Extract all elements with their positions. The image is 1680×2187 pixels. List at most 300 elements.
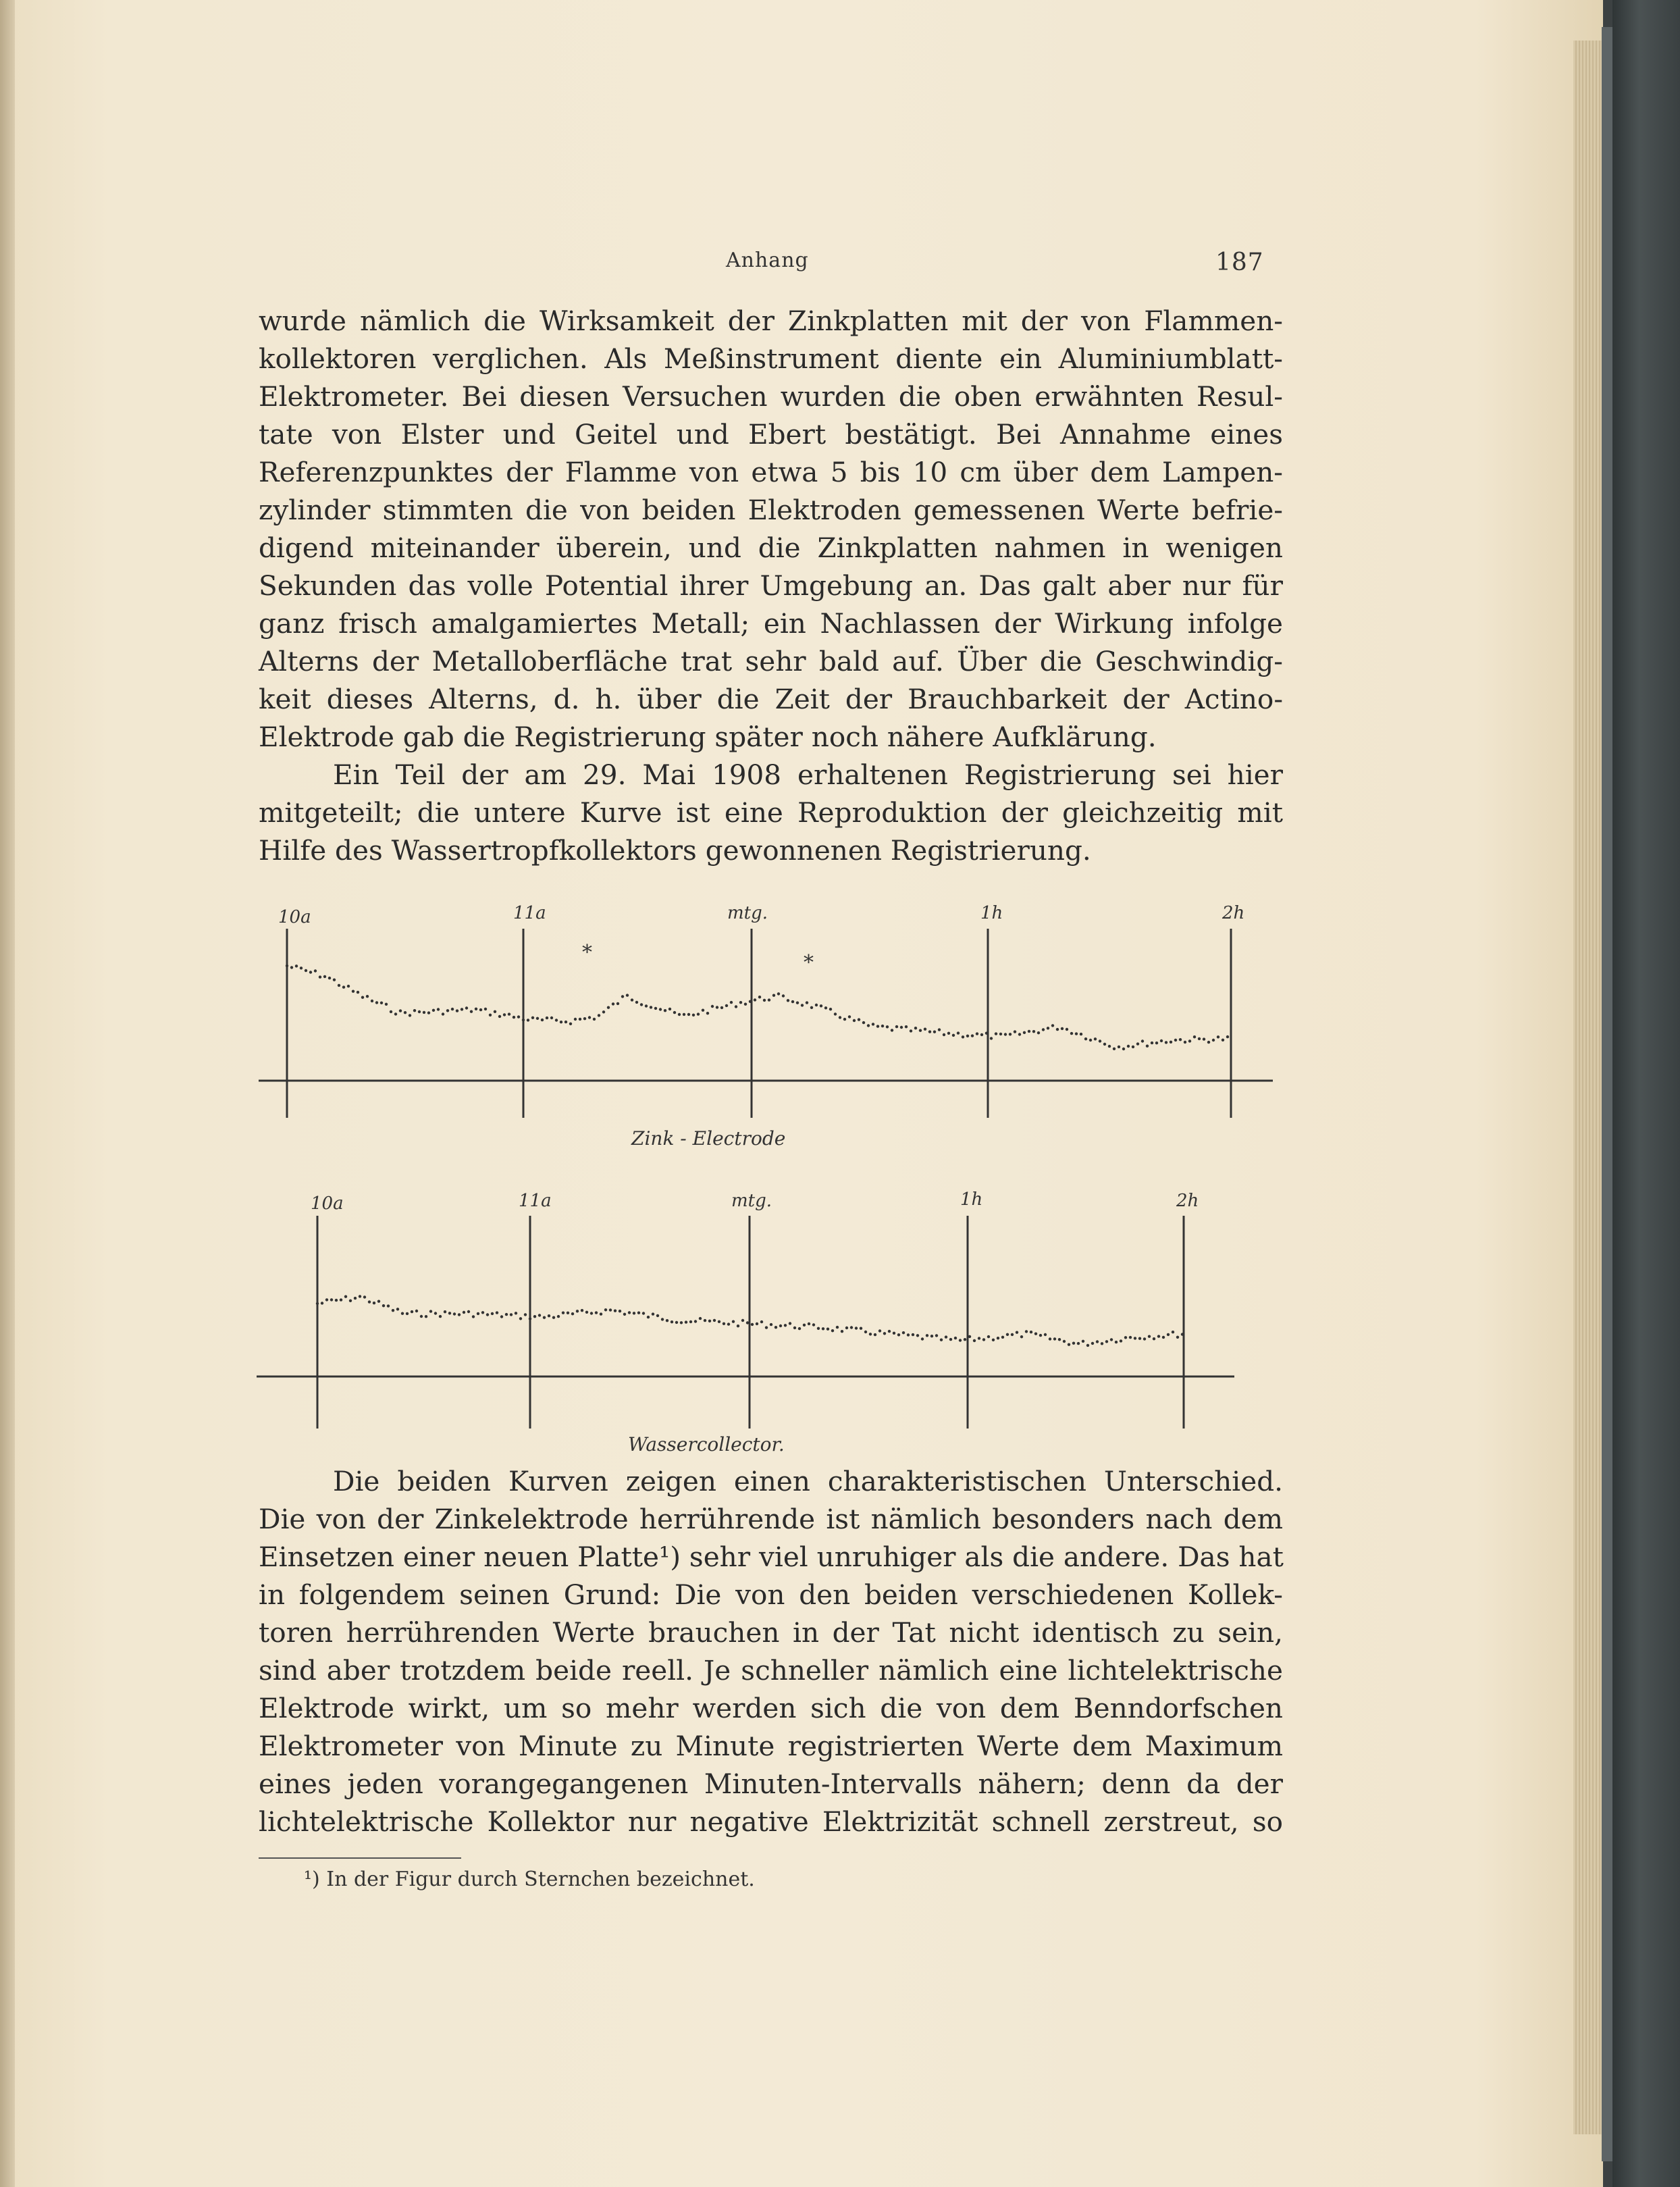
text-line: Sekunden das volle Potential ihrer Umgebung an. Das galt aber nur für [259, 569, 1283, 602]
trace-dot [560, 1021, 562, 1023]
text-line: Ein Teil der am 29. Mai 1908 erhaltenen Registrierung sei hier [333, 758, 1283, 791]
trace-dot [820, 1004, 822, 1007]
trace-dot [711, 1005, 714, 1008]
trace-dot [699, 1317, 702, 1320]
trace-dot [604, 1308, 607, 1311]
trace-dot [406, 1312, 409, 1315]
page-number: 187 [1215, 249, 1264, 276]
trace-dot [834, 1012, 837, 1015]
trace-dot [841, 1330, 843, 1333]
trace-dot [725, 1004, 728, 1007]
trace-dot [839, 1016, 841, 1019]
trace-dot [498, 1015, 501, 1018]
trace-dot [883, 1332, 886, 1335]
trace-dot [772, 994, 775, 997]
trace-dot [661, 1318, 664, 1320]
trace-dot [1061, 1027, 1064, 1030]
trace-dot [787, 999, 789, 1002]
trace-dot [401, 1312, 404, 1315]
trace-dot [411, 1310, 413, 1313]
trace-dot [439, 1315, 442, 1318]
trace-dot [432, 1009, 435, 1012]
trace-dot [616, 1002, 619, 1005]
trace-dot [444, 1310, 446, 1313]
trace-dot [1034, 1333, 1037, 1335]
time-label: 11a [513, 903, 546, 923]
trace-dot [1179, 1038, 1182, 1041]
footnote-rule [259, 1857, 461, 1859]
trace-dot [812, 1323, 815, 1326]
trace-dot [758, 996, 761, 998]
footnote: ¹) In der Figur durch Sternchen bezeichnet. [304, 1868, 755, 1891]
trace-dot [1141, 1039, 1144, 1042]
trace-dot [1089, 1039, 1092, 1041]
trace-dot [585, 1311, 588, 1314]
trace-dot [1136, 1042, 1139, 1045]
trace-dot [290, 966, 293, 969]
trace-dot [1009, 1033, 1012, 1035]
trace-dot [905, 1025, 908, 1028]
trace-dot [1129, 1336, 1132, 1339]
trace-dot [777, 992, 780, 995]
trace-dot [1138, 1337, 1141, 1340]
trace-dot [1113, 1048, 1115, 1050]
trace-dot [344, 1295, 347, 1298]
trace-dot [680, 1321, 683, 1324]
trace-dot [999, 1033, 1002, 1035]
trace-dot [938, 1028, 941, 1031]
text-line: Elektrode wirkt, um so mehr werden sich die von dem Benndorfschen [259, 1692, 1283, 1724]
trace-dot [895, 1025, 898, 1028]
trace-dot [962, 1035, 964, 1038]
trace-dot [1122, 1048, 1125, 1050]
trace-dot [829, 1008, 832, 1010]
trace-dot [574, 1018, 577, 1021]
trace-dot [858, 1018, 860, 1021]
trace-dot [1162, 1336, 1165, 1339]
trace-dot [1058, 1338, 1061, 1341]
trace-dot [878, 1329, 881, 1332]
trace-dot [659, 1008, 662, 1010]
trace-dot [737, 1324, 739, 1327]
trace-dot [477, 1312, 479, 1315]
trace-dot [600, 1312, 602, 1315]
trace-dot [500, 1315, 503, 1318]
text-line: Die beiden Kurven zeigen einen charakteristischen Unterschied. [333, 1465, 1283, 1497]
trace-dot [371, 1000, 373, 1002]
trace-dot [708, 1320, 711, 1322]
registration-figure [0, 878, 1573, 1486]
trace-dot [770, 1323, 772, 1326]
trace-dot [1143, 1337, 1146, 1340]
trace-dot [1165, 1041, 1167, 1044]
trace-dot [505, 1313, 508, 1316]
text-line: toren herrührenden Werte brauchen in der Tat nicht identisch zu sein, [259, 1616, 1283, 1649]
trace-dot [513, 1016, 515, 1019]
time-label: 1h [960, 1189, 983, 1210]
trace-dot [671, 1320, 673, 1323]
trace-dot [581, 1309, 583, 1312]
trace-dot [902, 1331, 905, 1334]
trace-dot [1072, 1342, 1075, 1345]
text-line: eines jeden vorangegangenen Minuten-Intervalls nähern; denn da der [259, 1768, 1283, 1800]
trace-dot [1105, 1340, 1108, 1343]
trace-dot [697, 1012, 700, 1015]
trace-dot [368, 1300, 371, 1303]
text-line: zylinder stimmten die von beiden Elektroden gemessenen Werte befrie- [259, 494, 1283, 526]
text-line: Elektrometer von Minute zu Minute registrierten Werte dem Maximum [259, 1730, 1283, 1762]
trace-dot [425, 1315, 427, 1318]
trace-dot [1096, 1340, 1099, 1343]
zinc-electrode-dots [286, 964, 1229, 1051]
trace-dot [666, 1319, 668, 1322]
trace-dot [524, 1313, 527, 1316]
trace-dot [900, 1026, 903, 1029]
trace-dot [997, 1337, 999, 1339]
trace-dot [943, 1033, 945, 1036]
trace-dot [1020, 1335, 1023, 1338]
text-line: mitgeteilt; die untere Kurve ist eine Reproduktion der gleichzeitig mit [259, 796, 1283, 829]
trace-dot [1080, 1033, 1082, 1035]
text-line: in folgendem seinen Grund: Die von den beiden verschiedenen Kollek- [259, 1578, 1283, 1611]
trace-dot [921, 1337, 924, 1340]
trace-dot [806, 1001, 808, 1004]
water-collector-curve-panel [257, 1189, 1234, 1456]
trace-dot [1014, 1030, 1016, 1033]
star-marker: * [582, 941, 592, 964]
time-label: 1h [980, 903, 1003, 923]
trace-dot [1172, 1331, 1174, 1333]
trace-dot [732, 1320, 735, 1323]
trace-dot [831, 1329, 834, 1332]
trace-dot [472, 1315, 475, 1318]
trace-dot [602, 1010, 605, 1013]
trace-dot [609, 1308, 612, 1311]
text-line: wurde nämlich die Wirksamkeit der Zinkplatten mit der von Flammen- [259, 305, 1283, 337]
trace-dot [803, 1324, 806, 1327]
trace-dot [723, 1322, 725, 1325]
trace-dot [541, 1019, 544, 1021]
trace-dot [702, 1009, 704, 1012]
time-label: 10a [278, 907, 311, 927]
trace-dot [418, 1010, 421, 1013]
trace-dot [640, 1003, 643, 1006]
trace-dot [754, 998, 756, 1001]
trace-dot [1037, 1031, 1040, 1034]
trace-dot [930, 1335, 933, 1337]
trace-dot [763, 999, 766, 1002]
trace-dot [796, 1002, 799, 1004]
trace-dot [1212, 1039, 1215, 1041]
trace-dot [756, 1322, 758, 1325]
trace-dot [692, 1014, 695, 1017]
trace-dot [1101, 1342, 1103, 1345]
text-line: Die von der Zinkelektrode herrührende ist nämlich besonders nach dem [259, 1503, 1283, 1535]
trace-dot [557, 1315, 560, 1318]
trace-dot [510, 1313, 513, 1316]
trace-dot [789, 1322, 791, 1324]
trace-dot [423, 1011, 425, 1014]
trace-dot [328, 977, 331, 979]
trace-dot [399, 1009, 402, 1012]
trace-dot [1023, 1031, 1026, 1034]
time-label: 11a [519, 1191, 552, 1211]
trace-dot [486, 1313, 489, 1316]
trace-dot [533, 1315, 536, 1318]
trace-dot [815, 1004, 818, 1006]
text-line: lichtelektrische Kollektor nur negative Elektrizität schnell zerstreut, so [259, 1805, 1283, 1838]
trace-dot [453, 1312, 456, 1315]
trace-dot [845, 1327, 848, 1329]
trace-dot [926, 1334, 928, 1337]
trace-dot [843, 1018, 846, 1021]
trace-dot [467, 1310, 470, 1313]
trace-dot [664, 1009, 666, 1012]
trace-dot [1181, 1333, 1184, 1335]
trace-dot [519, 1317, 522, 1320]
trace-dot [964, 1338, 966, 1341]
trace-dot [881, 1025, 884, 1027]
trace-dot [1127, 1045, 1130, 1048]
trace-dot [1103, 1043, 1106, 1046]
text-line: Referenzpunktes der Flamme von etwa 5 bis 10 cm über dem Lampen- [259, 456, 1283, 488]
trace-dot [1094, 1037, 1097, 1040]
trace-dot [782, 994, 785, 997]
trace-dot [333, 979, 336, 981]
trace-dot [637, 1312, 640, 1314]
trace-dot [1146, 1045, 1149, 1048]
text-line: Hilfe des Wassertropfkollektors gewonnenen Registrierung. [259, 834, 1091, 867]
trace-dot [872, 1023, 874, 1025]
paragraph-3 [259, 1462, 1283, 1841]
trace-dot [654, 1007, 657, 1010]
trace-dot [538, 1314, 541, 1316]
trace-dot [543, 1316, 546, 1319]
trace-dot [392, 1309, 394, 1312]
zinc-electrode-curve-panel [259, 903, 1273, 1150]
trace-dot [973, 1339, 976, 1342]
trace-dot [694, 1320, 697, 1322]
trace-dot [685, 1320, 687, 1323]
trace-dot [314, 969, 317, 972]
trace-dot [363, 1295, 366, 1298]
trace-dot [562, 1312, 565, 1314]
trace-dot [316, 1302, 319, 1305]
trace-dot [683, 1013, 685, 1016]
trace-dot [990, 1037, 993, 1039]
trace-dot [978, 1337, 980, 1339]
trace-dot [323, 975, 326, 978]
trace-dot [623, 1313, 626, 1316]
trace-dot [1193, 1035, 1196, 1038]
trace-dot [1124, 1336, 1127, 1339]
star-marker: * [804, 951, 814, 975]
trace-dot [720, 1006, 723, 1009]
trace-dot [1170, 1041, 1172, 1044]
trace-dot [569, 1023, 572, 1025]
trace-dot [571, 1312, 574, 1315]
trace-dot [933, 1031, 936, 1033]
time-label: 10a [311, 1193, 344, 1214]
trace-dot [1001, 1336, 1004, 1339]
trace-dot [995, 1032, 997, 1035]
trace-dot [673, 1011, 676, 1014]
trace-dot [1110, 1338, 1113, 1341]
trace-dot [517, 1015, 520, 1018]
trace-dot [940, 1339, 943, 1341]
trace-dot [489, 1014, 492, 1017]
trace-dot [409, 1014, 411, 1017]
bottom-curve-caption: Wassercollector. [628, 1433, 785, 1456]
trace-dot [1066, 1028, 1068, 1031]
trace-dot [1049, 1337, 1051, 1340]
trace-dot [475, 1008, 477, 1010]
trace-dot [614, 1310, 616, 1312]
trace-dot [458, 1313, 461, 1316]
trace-dot [1077, 1342, 1080, 1345]
trace-dot [744, 1003, 747, 1006]
trace-dot [987, 1335, 990, 1338]
trace-dot [621, 995, 624, 998]
trace-dot [565, 1021, 567, 1023]
trace-dot [330, 1298, 333, 1301]
trace-dot [338, 984, 340, 987]
trace-dot [869, 1333, 872, 1335]
trace-dot [494, 1010, 496, 1013]
trace-dot [555, 1019, 558, 1021]
trace-dot [1039, 1334, 1042, 1337]
trace-dot [496, 1311, 498, 1314]
trace-dot [860, 1327, 862, 1330]
trace-dot [1108, 1045, 1111, 1048]
trace-dot [529, 1317, 531, 1320]
trace-dot [888, 1330, 891, 1333]
trace-dot [687, 1013, 690, 1016]
trace-dot [491, 1312, 494, 1315]
trace-dot [656, 1314, 659, 1317]
trace-dot [1174, 1039, 1177, 1041]
trace-dot [862, 1021, 865, 1024]
text-line: Elektrode gab die Registrierung später noch nähere Aufklärung. [259, 721, 1157, 753]
trace-dot [377, 1300, 380, 1303]
trace-dot [484, 1008, 487, 1010]
trace-dot [361, 996, 364, 999]
trace-dot [1044, 1333, 1047, 1336]
trace-dot [550, 1017, 553, 1019]
text-line: kollektoren verglichen. Als Meßinstrument diente ein Aluminiumblatt- [259, 342, 1283, 375]
trace-dot [420, 1315, 423, 1318]
trace-dot [1018, 1033, 1021, 1035]
trace-dot [746, 1321, 749, 1324]
trace-dot [1134, 1337, 1136, 1339]
trace-dot [598, 1014, 600, 1017]
trace-dot [689, 1320, 692, 1323]
trace-dot [957, 1031, 960, 1034]
trace-dot [817, 1327, 820, 1330]
trace-dot [824, 1006, 827, 1009]
trace-dot [1011, 1333, 1014, 1336]
trace-dot [912, 1333, 914, 1336]
trace-dot [451, 1008, 454, 1010]
trace-dot [349, 1300, 352, 1302]
paragraph-1 [259, 302, 1283, 756]
trace-dot [1091, 1342, 1094, 1345]
trace-dot [968, 1335, 971, 1338]
paragraph-2 [259, 756, 1283, 869]
trace-dot [1115, 1341, 1118, 1343]
trace-dot [1222, 1039, 1224, 1041]
text-line: sind aber trotzdem beide reell. Je schneller nämlich eine lichtelektrische [259, 1654, 1283, 1687]
trace-dot [853, 1019, 856, 1022]
trace-dot [628, 1311, 631, 1314]
trace-dot [645, 1004, 648, 1007]
trace-dot [1016, 1331, 1018, 1334]
trace-dot [633, 1312, 635, 1314]
trace-dot [985, 1032, 988, 1035]
trace-dot [1120, 1339, 1122, 1342]
trace-dot [319, 975, 321, 978]
time-label: 2h [1222, 903, 1245, 923]
trace-dot [1042, 1028, 1045, 1031]
trace-dot [373, 1302, 375, 1304]
trace-dot [404, 1011, 406, 1014]
trace-dot [619, 1310, 621, 1312]
trace-dot [801, 1004, 804, 1006]
trace-dot [1070, 1032, 1073, 1035]
trace-dot [437, 1008, 440, 1010]
trace-dot [515, 1312, 517, 1314]
running-head: Anhang [726, 249, 809, 272]
book-cover [1612, 0, 1680, 2187]
trace-dot [1203, 1037, 1205, 1040]
trace-dot [522, 1019, 525, 1021]
trace-dot [340, 1298, 342, 1301]
trace-dot [928, 1030, 931, 1033]
trace-dot [631, 998, 633, 1001]
trace-dot [1053, 1337, 1056, 1340]
trace-dot [954, 1337, 957, 1339]
trace-dot [352, 990, 355, 993]
trace-dot [874, 1333, 876, 1336]
trace-dot [741, 1319, 744, 1322]
trace-dot [650, 1006, 652, 1008]
trace-dot [390, 1010, 392, 1013]
trace-dot [749, 1000, 752, 1003]
trace-dot [952, 1034, 955, 1037]
trace-dot [876, 1025, 879, 1027]
trace-dot [826, 1328, 829, 1331]
trace-dot [1155, 1041, 1158, 1044]
trace-dot [982, 1338, 985, 1341]
trace-dot [1176, 1336, 1179, 1339]
trace-dot [910, 1029, 912, 1032]
trace-dot [1086, 1344, 1089, 1347]
trace-dot [434, 1312, 437, 1314]
trace-dot [768, 998, 770, 1001]
time-label: mtg. [731, 1191, 772, 1211]
text-line: tate von Elster und Geitel und Ebert bestätigt. Bei Annahme eines [259, 418, 1283, 451]
trace-dot [576, 1310, 579, 1312]
trace-dot [864, 1331, 867, 1333]
trace-dot [1075, 1032, 1078, 1035]
trace-dot [730, 1001, 733, 1004]
trace-dot [536, 1017, 539, 1020]
trace-dot [286, 964, 288, 967]
trace-dot [793, 1327, 796, 1329]
trace-dot [626, 994, 629, 996]
trace-dot [1030, 1331, 1032, 1333]
trace-dot [1082, 1340, 1084, 1343]
